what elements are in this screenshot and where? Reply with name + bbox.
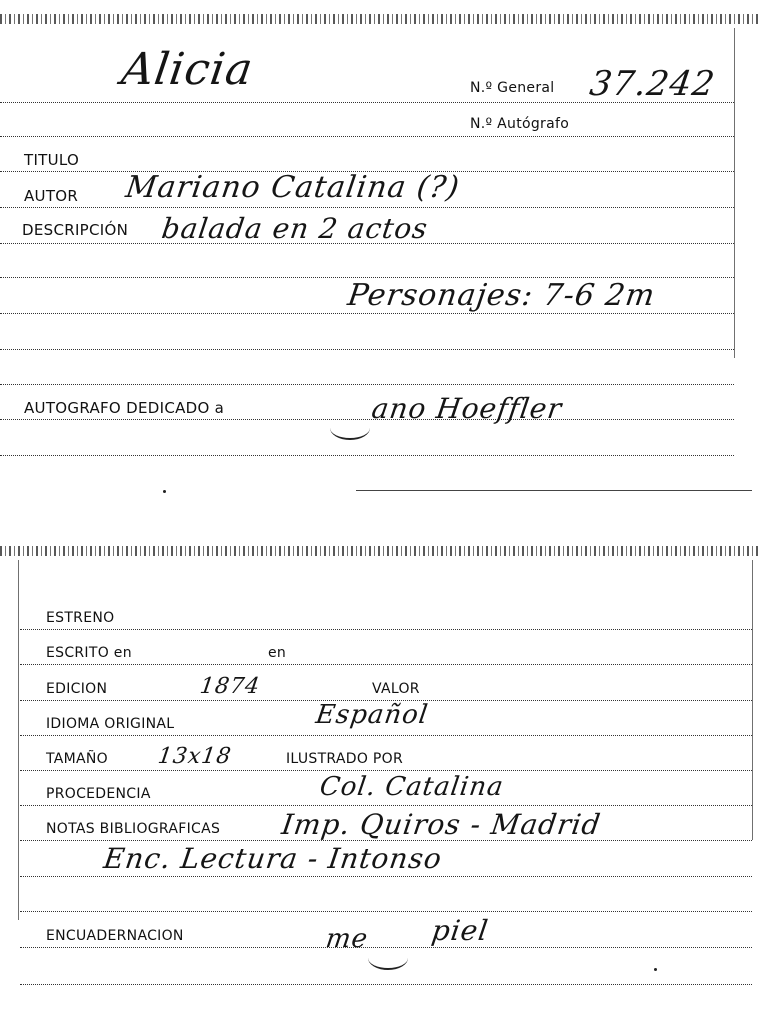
ink-smudge (368, 946, 408, 970)
general-number-label: N.º General (470, 80, 555, 96)
card-left-border (18, 560, 19, 920)
title-handwritten: Alicia (118, 44, 257, 95)
notas-value-line1: Imp. Quiros - Madrid (279, 808, 604, 841)
rule-line (20, 911, 752, 912)
rule-line (20, 947, 752, 948)
notas-label: NOTAS BIBLIOGRAFICAS (46, 821, 221, 837)
rule-line (20, 805, 752, 806)
ilustrado-label: ILUSTRADO POR (286, 751, 403, 767)
dedicado-label: AUTOGRAFO DEDICADO a (24, 399, 225, 417)
rule-line (20, 735, 752, 736)
card-right-border (752, 560, 753, 840)
card-bottom-edge (356, 490, 752, 491)
encuadernacion-label: ENCUADERNACION (46, 928, 184, 944)
general-number-value: 37.242 (587, 64, 718, 104)
torn-edge-bottom-card (0, 546, 759, 556)
rule-line (20, 984, 752, 985)
escrito-label: ESCRITO en (46, 645, 132, 661)
rule-line (0, 455, 734, 456)
escrito-en-label: en (268, 645, 287, 661)
procedencia-value: Col. Catalina (317, 772, 506, 802)
rule-line (0, 207, 734, 208)
rule-line (0, 102, 734, 103)
dedicado-value: ano Hoeffler (369, 392, 565, 425)
card-right-border (734, 28, 735, 358)
rule-line (20, 840, 752, 841)
rule-line (0, 384, 734, 385)
idioma-label: IDIOMA ORIGINAL (46, 716, 175, 732)
autografo-number-label: N.º Autógrafo (470, 116, 570, 132)
descripcion-value: balada en 2 actos (159, 212, 431, 245)
edicion-value: 1874 (198, 674, 262, 699)
ink-dot (163, 490, 166, 493)
autor-value: Mariano Catalina (?) (123, 170, 463, 205)
edicion-label: EDICION (46, 681, 108, 697)
tamano-label: TAMAÑO (46, 751, 108, 767)
rule-line (20, 876, 752, 877)
catalog-card-bottom (0, 540, 759, 1028)
autor-label: AUTOR (24, 187, 79, 205)
rule-line (0, 243, 734, 244)
torn-edge-top (0, 14, 759, 24)
idioma-value: Español (313, 700, 431, 730)
procedencia-label: PROCEDENCIA (46, 786, 151, 802)
estreno-label: ESTRENO (46, 610, 115, 626)
valor-label: VALOR (372, 681, 420, 697)
encuadernacion-value-2: piel (429, 914, 491, 947)
rule-line (0, 349, 734, 350)
rule-line (20, 770, 752, 771)
tamano-value: 13x18 (156, 744, 234, 769)
rule-line (20, 664, 752, 665)
notas-value-line2: Enc. Lectura - Intonso (101, 842, 445, 875)
rule-line (20, 629, 752, 630)
rule-line (0, 419, 734, 420)
titulo-label: TITULO (24, 151, 80, 169)
ink-dot (654, 968, 657, 971)
descripcion-label: DESCRIPCIÓN (22, 221, 129, 239)
rule-line (0, 313, 734, 314)
personajes-value: Personajes: 7-6 2m (345, 278, 658, 313)
encuadernacion-value-1: me (323, 924, 371, 954)
rule-line (0, 136, 734, 137)
catalog-card-top (0, 0, 759, 500)
